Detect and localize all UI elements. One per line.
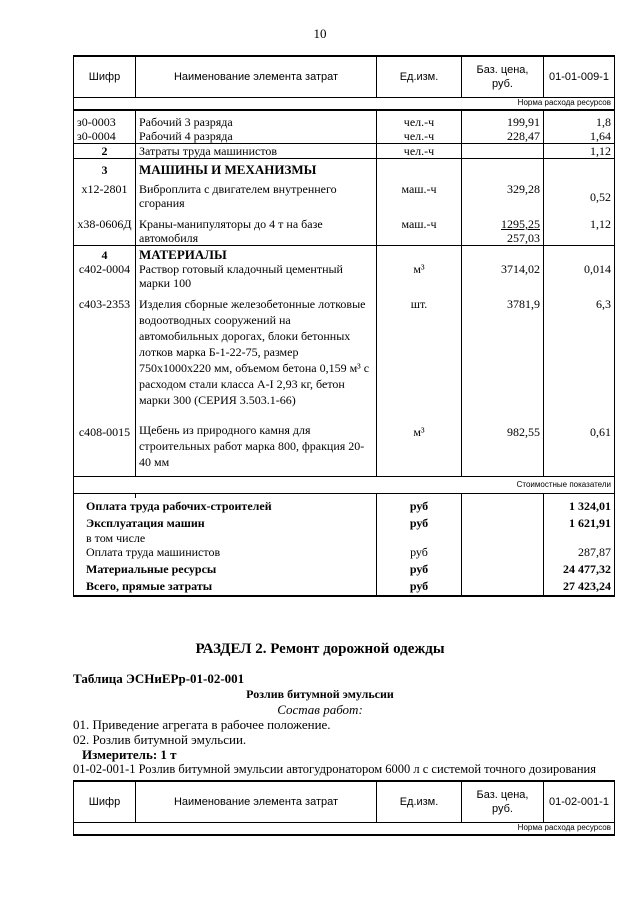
total-label: в том числе xyxy=(74,532,377,544)
total-unit: руб xyxy=(377,515,462,532)
row-unit: шт. xyxy=(377,296,462,422)
row-price: 329,28 xyxy=(462,177,544,217)
table-row xyxy=(74,129,615,144)
total-row xyxy=(74,561,615,578)
header-code: Шифр xyxy=(74,56,136,98)
table-header xyxy=(74,56,615,98)
norm-label: Норма расхода ресурсов xyxy=(74,823,615,836)
table-caption: Розлив битумной эмульсии xyxy=(246,687,394,701)
total-label: Эксплуатация машин xyxy=(74,515,377,532)
row-code: з0-0004 xyxy=(74,129,136,144)
row-qty: 1,12 xyxy=(544,217,615,246)
total-label: Оплата труда машинистов xyxy=(74,544,377,561)
row-qty: 0,52 xyxy=(544,177,615,217)
total-unit: руб xyxy=(377,498,462,515)
total-label: Материальные ресурсы xyxy=(74,561,377,578)
header-name: Наименование элемента затрат xyxy=(136,781,377,823)
row-name: Щебень из природного камня для строительных работ марка 800, фракция 20-40 мм xyxy=(136,422,377,476)
row-name: Рабочий 3 разряда xyxy=(136,115,377,129)
row-price: 199,91 xyxy=(462,115,544,129)
row-code: с402-0004 xyxy=(74,262,136,296)
row-name: Рабочий 4 разряда xyxy=(136,129,377,144)
page-number: 10 xyxy=(313,26,327,41)
header-price: Баз. цена, руб. xyxy=(462,56,544,98)
meter: Измеритель: 1 т xyxy=(82,747,177,762)
header-unit: Ед.изм. xyxy=(377,56,462,98)
work-item: 01. Приведение агрегата в рабочее положение. xyxy=(73,717,331,732)
resource-table xyxy=(73,55,615,597)
row-unit: чел.-ч xyxy=(377,115,462,129)
header-price: Баз. цена, руб. xyxy=(462,781,544,823)
total-label: Оплата труда рабочих-строителей xyxy=(74,498,377,515)
section-name: МАТЕРИАЛЫ xyxy=(136,246,377,263)
section-row xyxy=(74,246,615,263)
row-qty: 1,8 xyxy=(544,115,615,129)
norm-label: Норма расхода ресурсов xyxy=(74,98,615,111)
row-qty: 0,61 xyxy=(544,422,615,476)
row-unit: чел.-ч xyxy=(377,144,462,159)
total-row xyxy=(74,532,615,544)
total-unit: руб xyxy=(377,578,462,596)
row-code: х12-2801 xyxy=(74,177,136,217)
row-price: 3781,9 xyxy=(462,296,544,422)
resource-table-2 xyxy=(73,780,615,836)
row-name: Изделия сборные железобетонные лотковые водоотводных сооружений на автомобильных дорогах, блоки бетонных лотков марка Б-1-22-75, размер 750х1000х220 мм, объемом бетона 0,159 м³ с расходом стали класса А-I 2,93 кг, бетон марки 300 (СЕРИЯ 3.503.1-66) xyxy=(136,296,377,422)
cost-label: Стоимостные показатели xyxy=(74,476,615,493)
row-unit: м³ xyxy=(377,422,462,476)
total-value: 287,87 xyxy=(544,544,615,561)
total-label: Всего, прямые затраты xyxy=(74,578,377,596)
total-unit: руб xyxy=(377,544,462,561)
row-qty: 0,014 xyxy=(544,262,615,296)
section-row xyxy=(74,159,615,178)
header-unit: Ед.изм. xyxy=(377,781,462,823)
row-unit: маш.-ч xyxy=(377,217,462,246)
table-label: Таблица ЭСНиЕРр-01-02-001 xyxy=(73,671,245,686)
total-row xyxy=(74,578,615,596)
row-name: Краны-манипуляторы до 4 т на базе автомобиля xyxy=(136,217,377,246)
table-row xyxy=(74,296,615,422)
total-value: 27 423,24 xyxy=(544,578,615,596)
work-item: 02. Розлив битумной эмульсии. xyxy=(73,732,247,747)
row-qty: 1,64 xyxy=(544,129,615,144)
row-price: 228,47 xyxy=(462,129,544,144)
row-name: Затраты труда машинистов xyxy=(136,144,377,159)
row-unit: маш.-ч xyxy=(377,177,462,217)
header-name: Наименование элемента затрат xyxy=(136,56,377,98)
total-row xyxy=(74,515,615,532)
row-code: х38-0606Д xyxy=(74,217,136,246)
row-price-2: 257,03 xyxy=(507,231,540,245)
row-price: 982,55 xyxy=(462,422,544,476)
table-row xyxy=(74,115,615,129)
total-value: 1 621,91 xyxy=(544,515,615,532)
total-row xyxy=(74,544,615,561)
header-code: Шифр xyxy=(74,781,136,823)
table-row xyxy=(74,144,615,159)
total-value: 24 477,32 xyxy=(544,561,615,578)
header-norm-code: 01-02-001-1 xyxy=(544,781,615,823)
row-code: 2 xyxy=(74,144,136,159)
row-code: с403-2353 xyxy=(74,296,136,422)
table-row xyxy=(74,262,615,296)
row-code: з0-0003 xyxy=(74,115,136,129)
row-name: Раствор готовый кладочный цементный марки 100 xyxy=(136,262,377,296)
table-row xyxy=(74,422,615,476)
row-name: Виброплита с двигателем внутреннего сгорания xyxy=(136,177,377,217)
row-code: с408-0015 xyxy=(74,422,136,476)
row-unit: м³ xyxy=(377,262,462,296)
total-unit: руб xyxy=(377,561,462,578)
table-header xyxy=(74,781,615,823)
table-row xyxy=(74,217,615,246)
row-price: 1295,25 xyxy=(501,217,540,231)
header-norm-code: 01-01-009-1 xyxy=(544,56,615,98)
section-code: 3 xyxy=(74,159,136,178)
row-qty: 6,3 xyxy=(544,296,615,422)
norm-line: 01-02-001-1 Розлив битумной эмульсии автогудронатором 6000 л с системой точного дозирования xyxy=(73,762,596,776)
section-title: РАЗДЕЛ 2. Ремонт дорожной одежды xyxy=(195,641,445,657)
composition-title: Состав работ: xyxy=(277,702,363,717)
row-qty: 1,12 xyxy=(544,144,615,159)
row-unit: чел.-ч xyxy=(377,129,462,144)
row-price: 3714,02 xyxy=(462,262,544,296)
section-name: МАШИНЫ И МЕХАНИЗМЫ xyxy=(136,159,377,178)
section-code: 4 xyxy=(74,246,136,263)
table-row xyxy=(74,177,615,217)
total-value: 1 324,01 xyxy=(544,498,615,515)
total-row xyxy=(74,498,615,515)
